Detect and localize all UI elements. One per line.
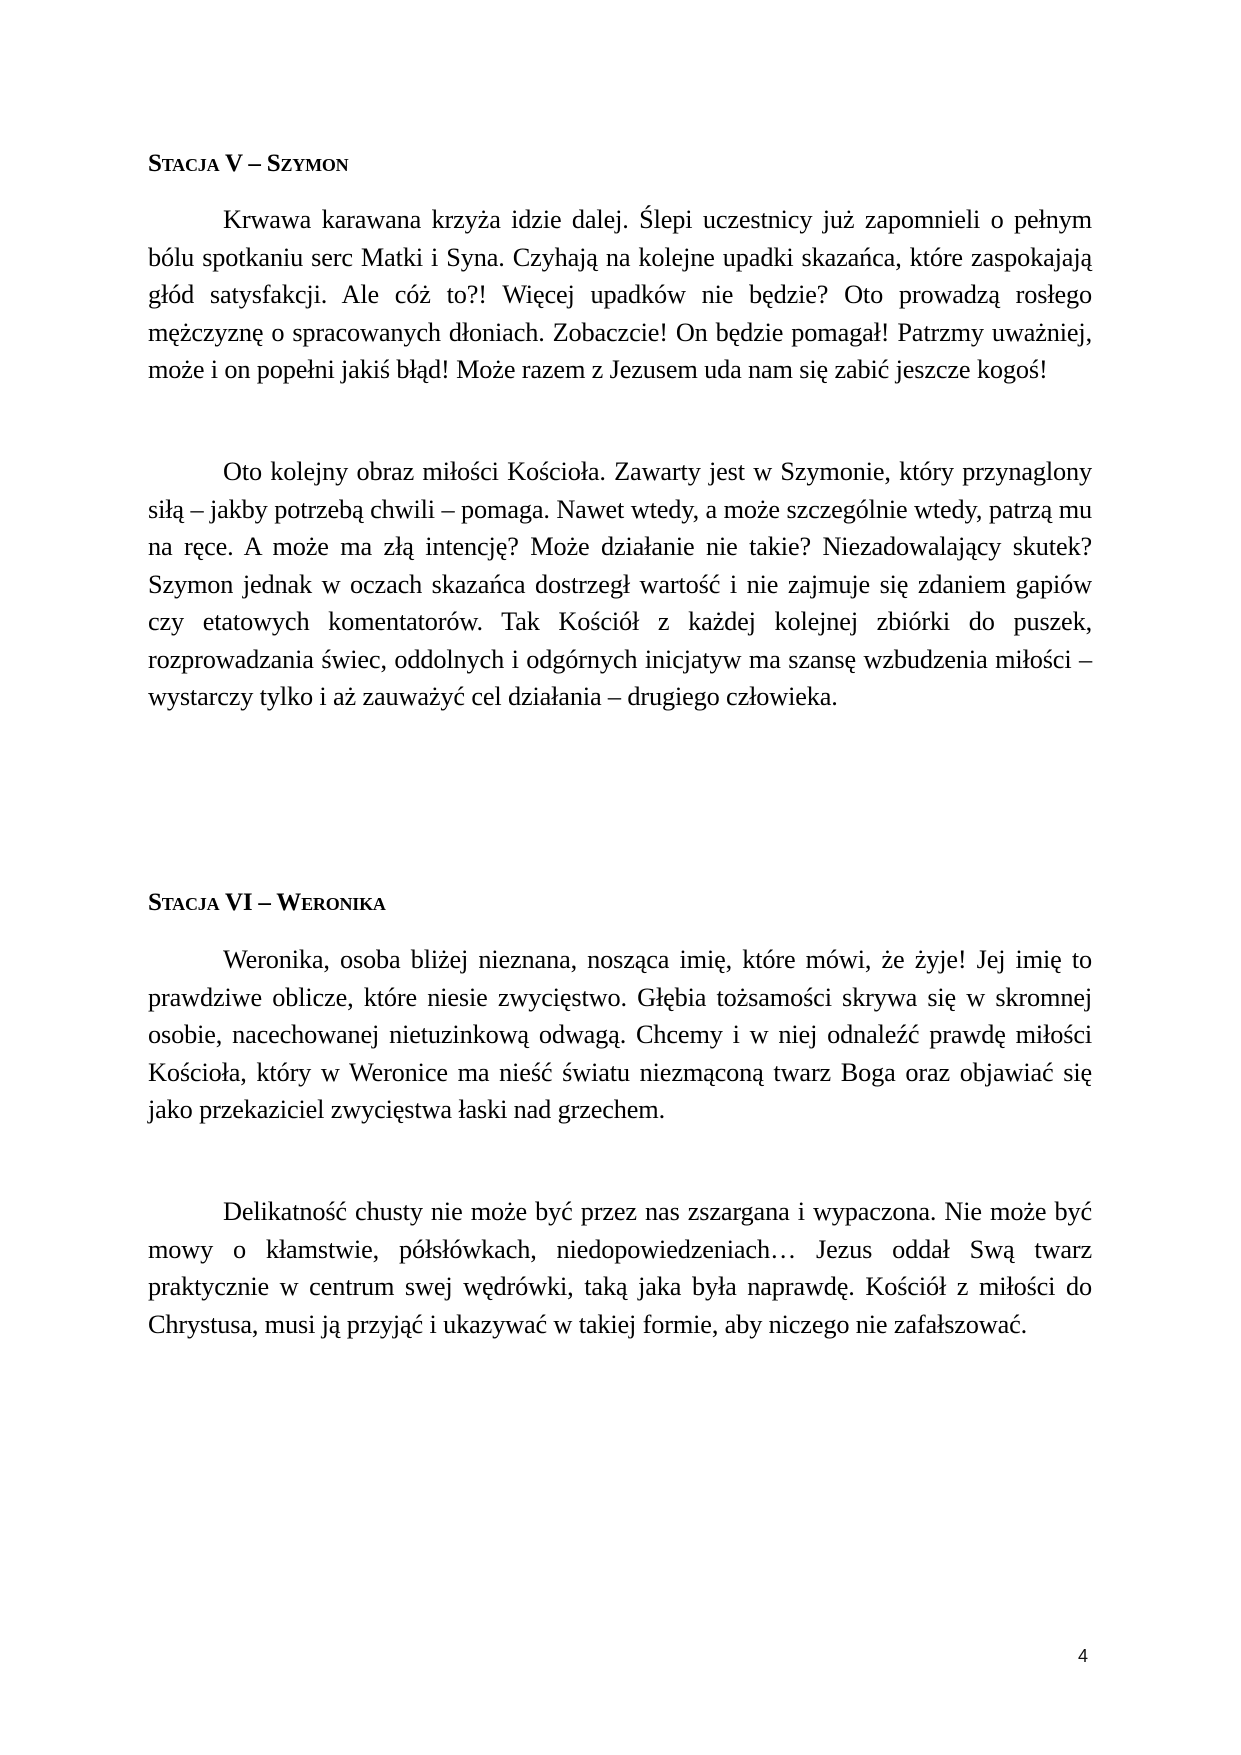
paragraph-station-5-2: Oto kolejny obraz miłości Kościoła. Zawarty jest w Szymonie, który przynaglony siłą – jakby potrzebą chwili – pomaga. Nawet wtedy, a może szczególnie wtedy, patrzą mu na ręce. A może ma złą intencję? Może działanie nie takie? Niezadowalający skutek? Szymon jednak w oczach skazańca dostrzegł wartość i nie zajmuje się zdaniem gapiów czy etatowych komentatorów. Tak Kościół z każdej kolejnej zbiórki do puszek, rozprowadzania świec, oddolnych i odgórnych inicjatyw ma szansę wzbudzenia miłości – wystarczy tylko i aż zauważyć cel działania – drugiego człowieka. xyxy=(148,457,1092,711)
page-number: 4 xyxy=(1078,1646,1089,1666)
paragraph-station-6-2: Delikatność chusty nie może być przez nas zszargana i wypaczona. Nie może być mowy o kłamstwie, półsłówkach, niedopowiedzeniach… Jezus oddał Swą twarz praktycznie w centrum swej wędrówki, taką jaka była naprawdę. Kościół z miłości do Chrystusa, musi ją przyjąć i ukazywać w takiej formie, aby niczego nie zafałszować. xyxy=(148,1197,1092,1339)
section-heading-station-5: Stacja V – Szymon xyxy=(148,150,349,177)
paragraph-station-5-1: Krwawa karawana krzyża idzie dalej. Ślepi uczestnicy już zapomnieli o pełnym bólu spotkaniu serc Matki i Syna. Czyhają na kolejne upadki skazańca, które zaspokajają głód satysfakcji. Ale cóż to?! Więcej upadków nie będzie? Oto prowadzą rosłego mężczyznę o spracowanych dłoniach. Zobaczcie! On będzie pomagał! Patrzmy uważniej, może i on popełni jakiś błąd! Może razem z Jezusem uda nam się zabić jeszcze kogoś! xyxy=(148,205,1092,384)
section-heading-station-6: Stacja VI – Weronika xyxy=(148,889,386,916)
paragraph-station-6-1: Weronika, osoba bliżej nieznana, nosząca imię, które mówi, że żyje! Jej imię to prawdziwe oblicze, które niesie zwycięstwo. Głębia tożsamości skrywa się w skromnej osobie, nacechowanej nietuzinkową odwagą. Chcemy i w niej odnaleźć prawdę miłości Kościoła, który w Weronice ma nieść światu niezmąconą twarz Boga oraz objawiać się jako przekaziciel zwycięstwa łaski nad grzechem. xyxy=(148,945,1092,1124)
